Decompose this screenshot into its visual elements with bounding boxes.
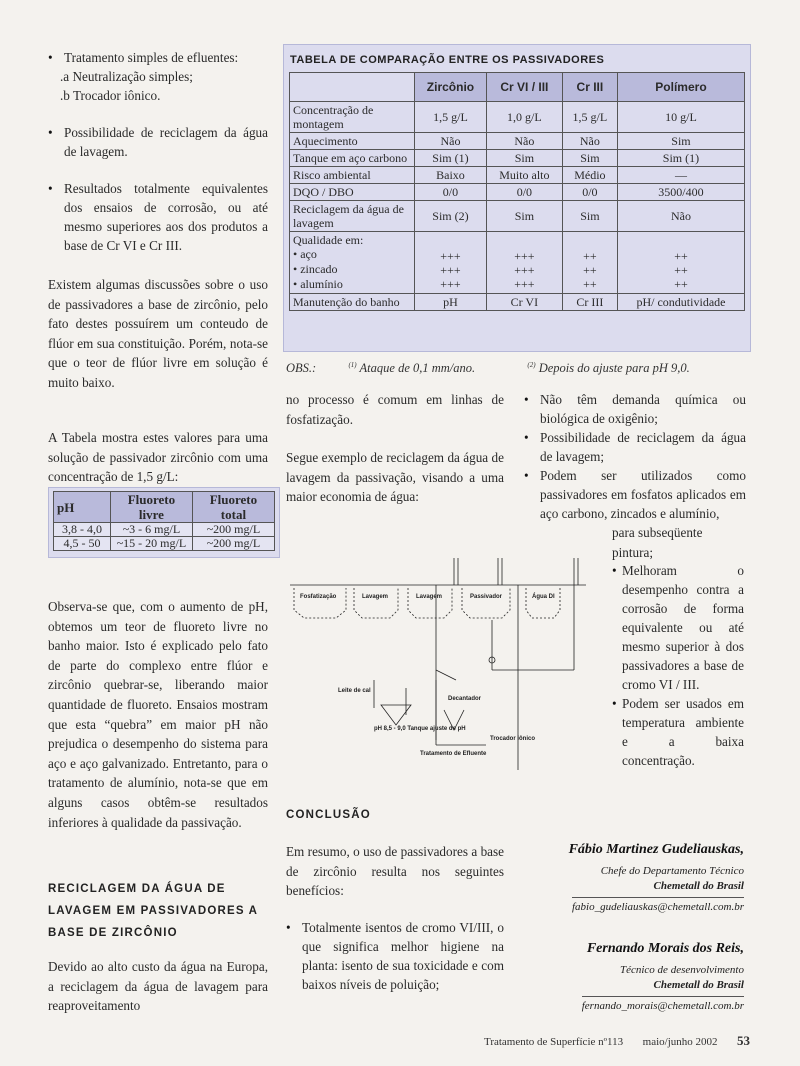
table-cell: Muito alto [486, 167, 562, 184]
paragraph-fluor: Existem algumas discussões sobre o uso de passivadores a base de zircônio, pelo fato destes possuírem um conteudo de flúor em sua constituição. Porém, nota-se que o teor de flúor livre em solução é muito baixo. [48, 277, 268, 390]
table-cell: ~15 - 20 mg/L [111, 537, 193, 551]
label-trocador: Trocador iônico [490, 736, 536, 742]
note-marker: (1) [348, 361, 357, 369]
author-email[interactable]: fernando_morais@chemetall.com.br [582, 996, 744, 1012]
column-header: Fluoreto livre [111, 492, 193, 523]
paragraph-reciclagem-exemplo: Segue exemplo de reciclagem da água de lavagem da passivação, visando a uma maior economia de água: [286, 450, 504, 505]
right-column-wide [524, 390, 746, 523]
table-cell: 3,8 - 4,0 [54, 523, 111, 537]
benefits-list-top [48, 48, 268, 255]
page-number: 53 [737, 1033, 750, 1048]
table-row [290, 167, 745, 184]
row-label: Risco ambiental [290, 167, 415, 184]
table-row [290, 201, 745, 232]
list-item: • alumínio [293, 277, 343, 291]
quality-value: ++ [583, 249, 597, 263]
table-cell: 1,0 g/L [486, 102, 562, 133]
list-item [48, 179, 268, 255]
quality-item: alumínio [300, 277, 343, 291]
quality-value: ++ [583, 277, 597, 291]
row-label: Aquecimento [290, 133, 415, 150]
author-block [520, 842, 744, 915]
table-cell: Sim [562, 201, 617, 232]
quality-value: ++ [674, 277, 688, 291]
quality-label: Qualidade em: [293, 233, 364, 247]
table-cell: Sim [486, 150, 562, 167]
list-item-text: Tratamento simples de efluentes: [64, 50, 239, 65]
quality-item: aço [300, 247, 317, 261]
table-cell: Não [617, 201, 744, 232]
table-cell: ~3 - 6 mg/L [111, 523, 193, 537]
list-item: • aço [293, 247, 317, 261]
section-heading-conclusao: CONCLUSÃO [286, 809, 371, 821]
quality-value: +++ [440, 263, 461, 277]
row-label: Tanque em aço carbono [290, 150, 415, 167]
quality-value: ++ [583, 263, 597, 277]
quality-value: +++ [514, 263, 535, 277]
quality-value: ++ [674, 263, 688, 277]
table-cell: — [617, 167, 744, 184]
subitem: .b Trocador iônico. [60, 88, 161, 103]
author-block [520, 941, 744, 1014]
list-item [48, 48, 268, 105]
table-cell: Baixo [415, 167, 487, 184]
quality-item: zincado [300, 262, 338, 276]
author-name: Fernando Morais dos Reis, [586, 941, 744, 956]
table-cell: Cr III [562, 294, 617, 311]
paragraph-table-intro: A Tabela mostra estes valores para uma solução de passivador zircônio com uma concentração de 1,5 g/L: [48, 430, 268, 485]
paragraph-ph: Observa-se que, com o aumento de pH, obtemos um teor de fluoreto livre no banho maior. Isto é explicado pelo fato de parte do complexo entre flúor e zircônio quebrar-se, liberando maior quantidade de fluoreto. Ensaios mostram que esta “quebra” em maior pH não prejudica o desempenho do sistema para aço e aço galvanizado. Entretanto, para o tratamento de alumínio, nota-se que em alguns casos obtêm-se resultados inferiores à qualidade da passivação. [48, 599, 268, 830]
table-cell [617, 232, 744, 294]
table-title: TABELA DE COMPARAÇÃO ENTRE OS PASSIVADORES [290, 54, 605, 66]
table-row [290, 150, 745, 167]
author-company: Chemetall do Brasil [653, 880, 744, 892]
tank-lavagem-2 [408, 588, 452, 618]
list-item: • zincado [293, 262, 338, 276]
table-cell: ~200 mg/L [192, 537, 274, 551]
table-cell: Sim [562, 150, 617, 167]
table-cell: Sim (1) [617, 150, 744, 167]
table-row [54, 537, 275, 551]
tank-label: Lavagem [362, 594, 389, 600]
table-cell: 4,5 - 50 [54, 537, 111, 551]
table-cell: 10 g/L [617, 102, 744, 133]
tank-label: Fosfatização [300, 594, 337, 600]
list-item: • Não têm demanda química ou biológica de oxigênio; [524, 390, 746, 428]
table-row [290, 232, 745, 294]
table-cell [415, 232, 487, 294]
tank-labels [300, 593, 555, 600]
table-row [290, 133, 745, 150]
table-cell: ~200 mg/L [192, 523, 274, 537]
table-cell [486, 232, 562, 294]
benefits-list-right [524, 390, 746, 523]
table-cell: Não [486, 133, 562, 150]
table-cell: 0/0 [486, 184, 562, 201]
recycling-diagram [286, 540, 608, 770]
subitem: .a Neutralização simples; [60, 69, 193, 84]
tank-fosfatizacao [294, 588, 346, 618]
tank-agua-di [526, 588, 560, 618]
quality-value: +++ [440, 249, 461, 263]
row-label: Concentração de montagem [290, 102, 415, 133]
label-decantador: Decantador [448, 696, 482, 702]
row-label-quality [290, 232, 415, 294]
table-cell [562, 232, 617, 294]
table-cell: pH [415, 294, 487, 311]
label-leite: Leite de cal [338, 688, 371, 694]
tank-lavagem-1 [354, 588, 398, 618]
right-column-narrow [612, 561, 744, 770]
table-row [290, 294, 745, 311]
table-cell: 1,5 g/L [562, 102, 617, 133]
table-notes [286, 361, 746, 376]
quality-value: +++ [440, 277, 461, 291]
author-email[interactable]: fabio_gudeliauskas@chemetall.com.br [572, 897, 744, 913]
list-item: • Podem ser usados em temperatura ambiente e a baixa concentração. [612, 694, 744, 770]
table-cell: Sim (2) [415, 201, 487, 232]
author-name: Fábio Martinez Gudeliauskas, [568, 842, 744, 857]
tank-label: Água DI [532, 594, 555, 600]
list-item: • Melhoram o desempenho contra a corrosão de forma equivalente ou até mesmo superior à dos passivadores a base de cromo VI / III. [612, 561, 744, 694]
table-row [54, 523, 275, 537]
note-1: Ataque de 0,1 mm/ano. [359, 361, 476, 376]
table-cell: Sim [617, 133, 744, 150]
author-role: Chefe do Departamento Técnico [600, 865, 744, 877]
table-row [290, 184, 745, 201]
quality-value: ++ [674, 249, 688, 263]
tank-label: Passivador [470, 594, 503, 600]
section-heading-reciclagem: RECICLAGEM DA ÁGUA DE LAVAGEM EM PASSIVADORES A BASE DE ZIRCÔNIO [48, 883, 258, 939]
table-cell: Não [562, 133, 617, 150]
quality-items [293, 247, 411, 292]
list-item: • Totalmente isentos de cromo VI/III, o que significa melhor higiene na planta: isento de sua toxicidade e com baixos níveis de poluição; [286, 918, 504, 994]
column-header [290, 73, 415, 102]
table-cell: 0/0 [415, 184, 487, 201]
row-label: Manutenção do banho [290, 294, 415, 311]
row-label: DQO / DBO [290, 184, 415, 201]
list-item-text: Possibilidade de reciclagem da água de lavagem. [64, 125, 268, 159]
quality-value: +++ [514, 277, 535, 291]
author-role: Técnico de desenvolvimento [619, 964, 744, 976]
obs-label: OBS.: [286, 361, 317, 376]
table-cell: 3500/400 [617, 184, 744, 201]
comparison-table-box [283, 44, 751, 352]
fluoride-table-box [48, 487, 280, 558]
column-header: Polímero [617, 73, 744, 102]
footer-date: maio/junho 2002 [642, 1036, 718, 1048]
label-tanque: pH 8,5 - 9,0 Tanque ajuste de pH [374, 726, 466, 732]
column-header: pH [54, 492, 111, 523]
tank-label: Lavagem [416, 594, 443, 600]
conclusion-list [286, 918, 504, 994]
table-cell: pH/ condutividade [617, 294, 744, 311]
list-item: • Possibilidade de reciclagem da água de lavagem; [524, 428, 746, 466]
right-continuation: para subseqüente pintura; [612, 525, 703, 560]
table-cell: Sim (1) [415, 150, 487, 167]
column-header: Cr III [562, 73, 617, 102]
paragraph-europa: Devido ao alto custo da água na Europa, a reciclagem da água de lavagem para reaproveitamento [48, 959, 268, 1014]
list-item-text: Resultados totalmente equivalentes dos ensaios de corrosão, ou até mesmo superiores aos dos produtos a base de Cr VI e Cr III. [64, 181, 268, 253]
table-cell: 0/0 [562, 184, 617, 201]
fluoride-table [53, 491, 275, 551]
table-cell: Médio [562, 167, 617, 184]
left-column [48, 48, 268, 255]
footer-magazine: Tratamento de Superfície nº113 [483, 1036, 624, 1048]
list-item: • Podem ser utilizados como passivadores em fosfatos aplicados em aço carbono, zincados e alumínio, [524, 466, 746, 523]
author-company: Chemetall do Brasil [653, 979, 744, 991]
label-tratamento: Tratamento de Efluente [420, 751, 487, 757]
tank-passivador [462, 588, 510, 618]
column-header: Cr VI / III [486, 73, 562, 102]
quality-value: +++ [514, 249, 535, 263]
paragraph-fosfatizacao: no processo é comum em linhas de fosfatização. [286, 392, 504, 427]
comparison-table [289, 72, 745, 311]
list-item [48, 123, 268, 161]
column-header: Zircônio [415, 73, 487, 102]
benefits-list-narrow [612, 561, 744, 770]
note-marker: (2) [527, 361, 536, 369]
column-header: Fluoreto total [192, 492, 274, 523]
table-cell: Não [415, 133, 487, 150]
page-footer [410, 1033, 750, 1049]
paragraph-conclusao: Em resumo, o uso de passivadores a base de zircônio resulta nos seguintes benefícios: [286, 844, 504, 899]
table-cell: Cr VI [486, 294, 562, 311]
row-label: Reciclagem da água de lavagem [290, 201, 415, 232]
table-row [290, 102, 745, 133]
table-cell: 1,5 g/L [415, 102, 487, 133]
note-2: Depois do ajuste para pH 9,0. [538, 361, 690, 376]
table-cell: Sim [486, 201, 562, 232]
